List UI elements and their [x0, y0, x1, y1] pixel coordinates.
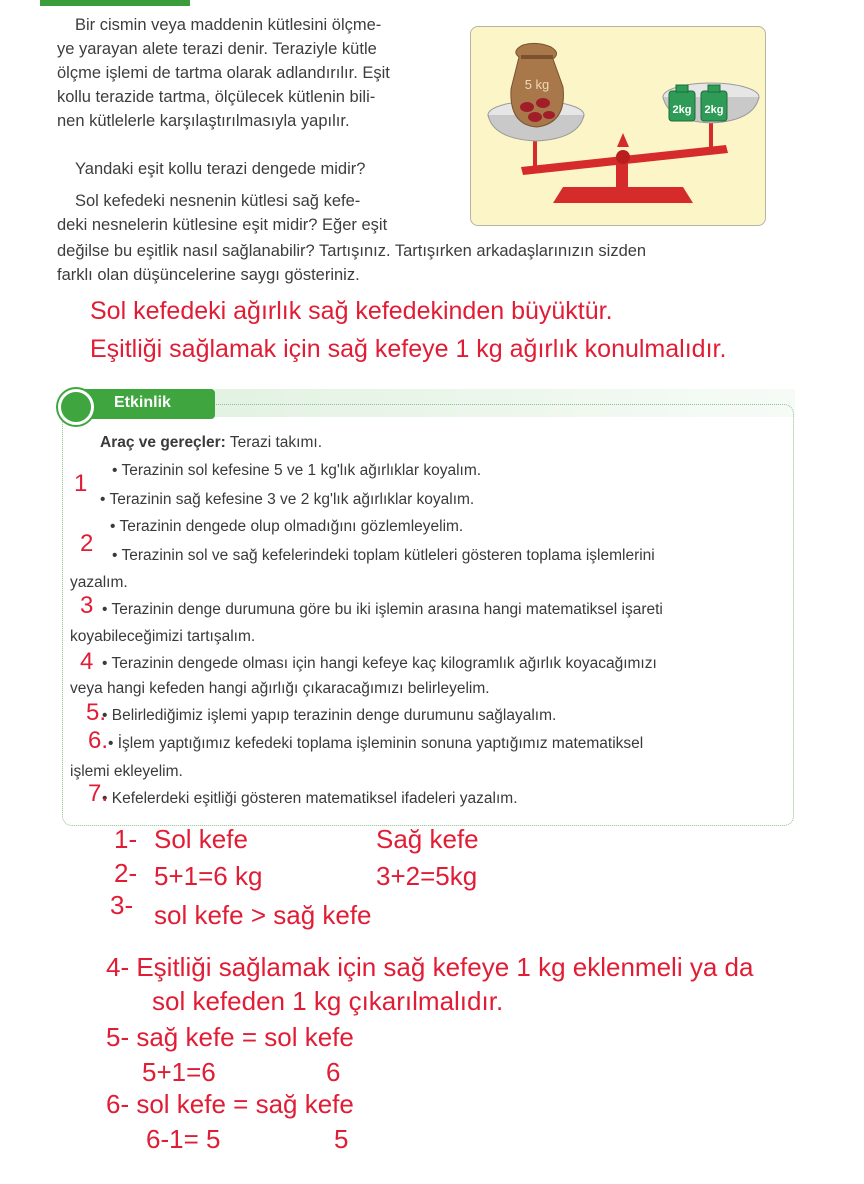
answer-3-number: 3-: [110, 890, 134, 920]
activity-item: • Kefelerdeki eşitliği gösteren matematiksel ifadeleri yazalım.: [102, 790, 518, 807]
intro-line-2: ye yarayan alete terazi denir. Teraziyle kütle: [57, 40, 377, 58]
answer-line-2: Eşitliği sağlamak için sağ kefeye 1 kg ağırlık konulmalıdır.: [90, 335, 727, 363]
intro-line-4: kollu terazide tartma, ölçülecek kütlenin bili-: [57, 88, 376, 106]
activity-icon: [58, 389, 94, 425]
answer-5-right: 6: [326, 1057, 341, 1087]
answer-5-left: 5+1=6: [142, 1057, 216, 1087]
intro-line-1: Bir cismin veya maddenin kütlesini ölçme-: [75, 16, 382, 34]
question-1: Yandaki eşit kollu terazi dengede midir?: [75, 160, 366, 178]
activity-item: veya hangi kefeden hangi ağırlığı çıkaracağımızı belirleyelim.: [70, 680, 490, 697]
answer-6-left: 6-1= 5: [146, 1124, 221, 1154]
answer-1-right: Sağ kefe: [376, 824, 479, 854]
answer-3-text: sol kefe > sağ kefe: [154, 900, 372, 930]
margin-number: 7.: [88, 780, 109, 807]
answer-2-right: 3+2=5kg: [376, 861, 478, 891]
intro-line-3: ölçme işlemi de tartma olarak adlandırılır. Eşit: [57, 64, 390, 82]
question-2-line-3: değilse bu eşitlik nasıl sağlanabilir? Tartışınız. Tartışırken arkadaşlarınızın sizden: [57, 242, 647, 260]
answer-2-number: 2-: [114, 858, 138, 888]
margin-number: 4: [80, 648, 94, 675]
activity-item: koyabileceğimizi tartışalım.: [70, 628, 256, 645]
margin-number: 6.: [88, 727, 109, 754]
activity-item: • Terazinin denge durumuna göre bu iki işlemin arasına hangi matematiksel işareti: [102, 601, 663, 618]
tools-line: [100, 434, 322, 452]
activity-item: • Terazinin sağ kefesine 3 ve 2 kg'lık ağırlıklar koyalım.: [100, 491, 475, 508]
answer-1-left: Sol kefe: [154, 824, 248, 854]
scale-illustration: [470, 26, 766, 226]
answer-6-line: 6- sol kefe = sağ kefe: [106, 1089, 354, 1119]
balance-scale-icon: [471, 27, 765, 225]
activity-item: işlemi ekleyelim.: [70, 763, 183, 780]
margin-number: 5.: [86, 699, 107, 726]
tools-label: Araç ve gereçler:: [100, 434, 226, 451]
activity-item: • Terazinin sol ve sağ kefelerindeki toplam kütleleri gösteren toplama işlemlerini: [112, 547, 655, 564]
margin-number: 1: [74, 470, 88, 497]
answer-4-line-1: 4- Eşitliği sağlamak için sağ kefeye 1 kg eklenmeli ya da: [106, 952, 754, 982]
activity-item: • Terazinin sol kefesine 5 ve 1 kg'lık ağırlıklar koyalım.: [112, 462, 482, 479]
section-header-bar: [40, 0, 190, 6]
answer-line-1: Sol kefedeki ağırlık sağ kefedekinden büyüktür.: [90, 297, 613, 325]
question-2-line-1: Sol kefedeki nesnenin kütlesi sağ kefe-: [75, 192, 361, 210]
question-2-line-2: deki nesnelerin kütlesine eşit midir? Eğer eşit: [57, 216, 388, 234]
margin-number: 2: [80, 530, 94, 557]
answer-6-right: 5: [334, 1124, 349, 1154]
activity-item: • Terazinin dengede olup olmadığını gözlemleyelim.: [110, 518, 464, 535]
svg-text:2kg: 2kg: [704, 104, 724, 116]
answer-2-left: 5+1=6 kg: [154, 861, 263, 891]
question-2-line-4: farklı olan düşüncelerine saygı gösteriniz.: [57, 266, 360, 284]
margin-number: 3: [80, 592, 94, 619]
answer-1-number: 1-: [114, 824, 138, 854]
activity-item: • Terazinin dengede olması için hangi kefeye kaç kilogramlık ağırlık koyacağımızı: [102, 655, 657, 672]
svg-text:2kg: 2kg: [672, 104, 692, 116]
activity-item: • Belirlediğimiz işlemi yapıp terazinin denge durumunu sağlayalım.: [102, 707, 557, 724]
answer-4-line-2: sol kefeden 1 kg çıkarılmalıdır.: [152, 986, 504, 1016]
intro-line-5: nen kütlelerle karşılaştırılmasıyla yapılır.: [57, 112, 350, 130]
activity-title: Etkinlik: [114, 394, 171, 411]
tools-value: Terazi takımı.: [225, 434, 322, 451]
svg-text:5 kg: 5 kg: [524, 77, 550, 92]
activity-item: • İşlem yaptığımız kefedeki toplama işleminin sonuna yaptığımız matematiksel: [108, 735, 644, 752]
activity-item: yazalım.: [70, 574, 128, 591]
answer-5-line: 5- sağ kefe = sol kefe: [106, 1022, 354, 1052]
